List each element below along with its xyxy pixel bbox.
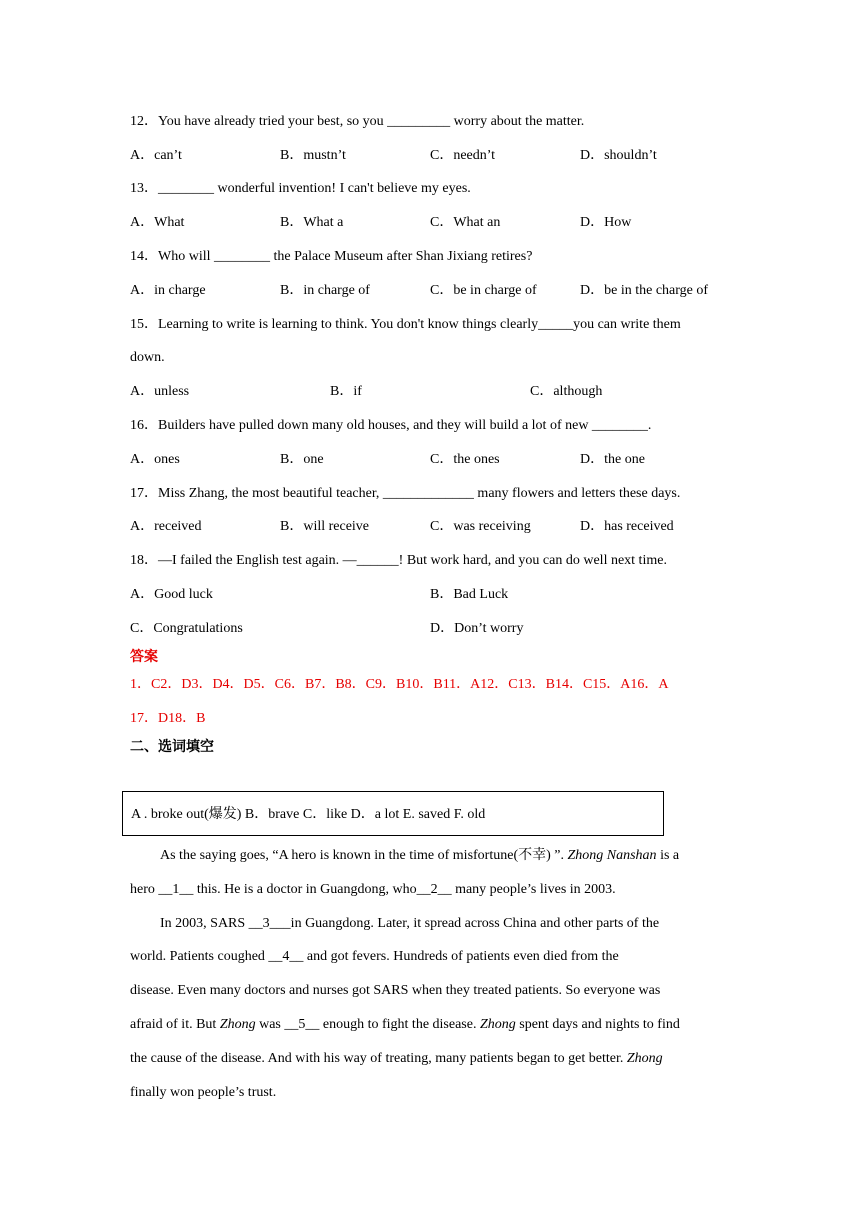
question-18-stem: 18．—I failed the English test again. —______! But work hard, and you can do well next time. (130, 553, 667, 568)
passage-name-zhong: Zhong (479, 1017, 516, 1032)
question-12-option-a: A．can’t (130, 148, 182, 163)
question-13-option-b: B．What a (280, 215, 344, 230)
question-12-stem: 12．You have already tried your best, so you _________ worry about the matter. (130, 114, 585, 129)
question-12-option-b: B．mustn’t (280, 148, 346, 163)
question-14-option-d: D．be in the charge of (580, 283, 709, 298)
word-bank-text: A . broke out(爆发) B．brave C．like D．a lot E. saved F. old (131, 807, 486, 822)
question-17-option-b: B．will receive (280, 519, 370, 534)
passage-p2-line-4 (130, 1015, 680, 1035)
question-14-option-b: B．in charge of (280, 283, 370, 298)
question-16-option-c: C．the ones (430, 452, 500, 467)
question-16-option-b: B．one (280, 452, 324, 467)
passage-text: As the saying goes, “A hero is known in the time of misfortune(不幸) ”. (160, 848, 568, 863)
question-17-stem: 17．Miss Zhang, the most beautiful teacher, _____________ many flowers and letters these days. (130, 486, 681, 501)
answers-heading: 答案 (130, 649, 158, 665)
question-18-option-a: A．Good luck (130, 587, 213, 602)
question-13-option-a: A．What (130, 215, 185, 230)
passage-text: is a (656, 848, 680, 863)
question-15-stem: 15．Learning to write is learning to think. You don't know things clearly_____you can write them (130, 317, 681, 332)
question-17-option-a: A．received (130, 519, 202, 534)
passage-p2-line-6: finally won people’s trust. (130, 1085, 277, 1100)
passage-p2-line-1: In 2003, SARS __3___in Guangdong. Later, it spread across China and other parts of the (160, 916, 660, 931)
section-2-heading: 二、选词填空 (130, 739, 214, 755)
passage-p1-line-2: hero __1__ this. He is a doctor in Guangdong, who__2__ many people’s lives in 2003. (130, 882, 616, 897)
passage-name-zhong: Zhong (626, 1051, 663, 1066)
question-15-option-a: A．unless (130, 384, 190, 399)
question-12-option-d: D．shouldn’t (580, 148, 657, 163)
word-bank-box (122, 791, 664, 836)
question-13-option-c: C．What an (430, 215, 501, 230)
passage-p2-line-2: world. Patients coughed __4__ and got fevers. Hundreds of patients even died from the (130, 949, 619, 964)
passage-text: afraid of it. But (130, 1017, 220, 1032)
passage-p1-line-1 (160, 846, 679, 866)
passage-text: spent days and nights to find (515, 1017, 680, 1032)
passage-p2-line-5 (130, 1049, 663, 1069)
question-14-option-c: C．be in charge of (430, 283, 537, 298)
answers-line-2: 17．D18．B (130, 711, 206, 726)
question-14-stem: 14．Who will ________ the Palace Museum after Shan Jixiang retires? (130, 249, 533, 264)
question-15-stem-continued: down. (130, 350, 165, 365)
question-15-option-c: C．although (530, 384, 603, 399)
question-16-option-a: A．ones (130, 452, 180, 467)
question-16-stem: 16．Builders have pulled down many old houses, and they will build a lot of new ________. (130, 418, 652, 433)
question-18-option-c: C．Congratulations (130, 621, 243, 636)
passage-text: was __5__ enough to fight the disease. (255, 1017, 480, 1032)
question-16-option-d: D．the one (580, 452, 645, 467)
passage-name-zhong-nanshan: Zhong Nanshan (567, 848, 657, 863)
question-18-option-d: D．Don’t worry (430, 621, 524, 636)
passage-name-zhong: Zhong (219, 1017, 256, 1032)
passage-text: the cause of the disease. And with his way of treating, many patients began to get better. (130, 1051, 627, 1066)
question-12-option-c: C．needn’t (430, 148, 496, 163)
question-17-option-d: D．has received (580, 519, 674, 534)
passage-p2-line-3: disease. Even many doctors and nurses got SARS when they treated patients. So everyone was (130, 983, 661, 998)
answers-line-1: 1．C2．D3．D4．D5．C6．B7．B8．C9．B10．B11．A12．C13．B14．C15．A16．A (130, 677, 669, 692)
question-18-option-b: B．Bad Luck (430, 587, 509, 602)
question-13-option-d: D．How (580, 215, 632, 230)
question-13-stem: 13．________ wonderful invention! I can't believe my eyes. (130, 181, 471, 196)
question-15-option-b: B．if (330, 384, 362, 399)
question-14-option-a: A．in charge (130, 283, 206, 298)
question-17-option-c: C．was receiving (430, 519, 531, 534)
